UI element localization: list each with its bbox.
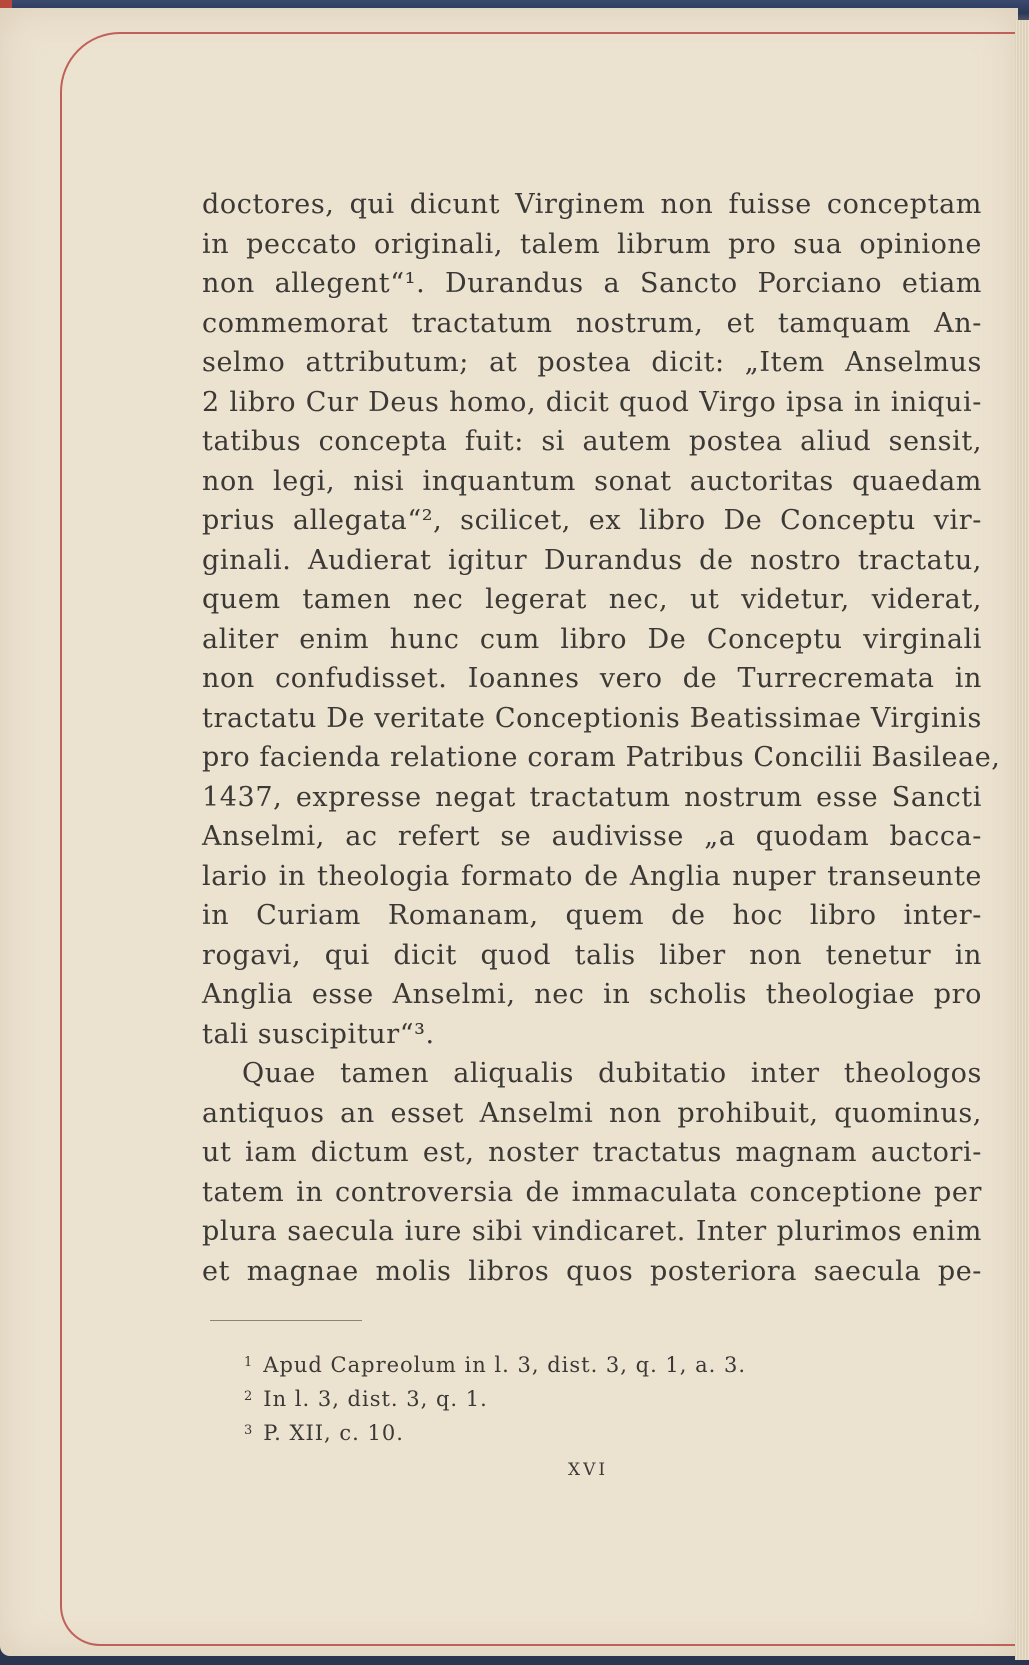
- text-line: ut iam dictum est, noster tractatus magnam auctori-: [202, 1137, 982, 1168]
- page-edges: [1015, 20, 1029, 1660]
- footnote-divider: [210, 1320, 362, 1321]
- footnote: [244, 1380, 746, 1414]
- footnote-mark: 1: [244, 1355, 254, 1370]
- text-line: pro facienda relatione coram Patribus Concilii Basileae,: [202, 742, 1001, 773]
- text-line: tatibus concepta fuit: si autem postea aliud sensit,: [202, 426, 982, 457]
- text-line: rogavi, qui dicit quod talis liber non tenetur in: [202, 939, 982, 971]
- paragraph-start-line: Quae tamen aliqualis dubitatio inter theologos: [242, 1058, 982, 1089]
- footnote: [244, 1346, 746, 1380]
- footnote-text: P. XII, c. 10.: [263, 1421, 404, 1445]
- text-line: prius allegata“², scilicet, ex libro De Conceptu vir-: [202, 505, 982, 536]
- text-line: Anglia esse Anselmi, nec in scholis theologiae pro: [202, 979, 982, 1010]
- footnote-mark: 2: [244, 1389, 254, 1404]
- text-line: in Curiam Romanam, quem de hoc libro inter-: [202, 900, 982, 931]
- text-line: commemorat tractatum nostrum, et tamquam An-: [202, 307, 982, 339]
- text-line: lario in theologia formato de Anglia nuper transeunte: [202, 860, 982, 892]
- footnote-text: In l. 3, dist. 3, q. 1.: [263, 1387, 488, 1411]
- page-number: XVI: [568, 1460, 609, 1480]
- text-line: antiquos an esset Anselmi non prohibuit, quominus,: [202, 1097, 982, 1129]
- body-text: [202, 185, 1001, 1291]
- text-line: doctores, qui dicunt Virginem non fuisse conceptam: [202, 189, 982, 220]
- text-line: Anselmi, ac refert se audivisse „a quodam bacca-: [202, 821, 982, 852]
- footnotes: [244, 1346, 746, 1448]
- text-line: non confudisset. Ioannes vero de Turrecremata in: [202, 663, 982, 694]
- text-line: non allegent“¹. Durandus a Sancto Porciano etiam: [202, 268, 982, 299]
- text-line: selmo attributum; at postea dicit: „Item Anselmus: [202, 347, 982, 378]
- text-line: tractatu De veritate Conceptionis Beatissimae Virginis: [202, 702, 982, 734]
- text-line: non legi, nisi inquantum sonat auctoritas quaedam: [202, 465, 982, 497]
- footnote-mark: 3: [244, 1423, 254, 1438]
- text-line: plura saecula iure sibi vindicaret. Inter plurimos enim: [202, 1216, 982, 1247]
- text-line: et magnae molis libros quos posteriora saecula pe-: [202, 1255, 982, 1287]
- text-line: quem tamen nec legerat nec, ut videtur, viderat,: [202, 584, 982, 615]
- text-line: tatem in controversia de immaculata conceptione per: [202, 1176, 982, 1208]
- text-line: ginali. Audierat igitur Durandus de nostro tractatu,: [202, 544, 982, 576]
- text-line: 2 libro Cur Deus homo, dicit quod Virgo ipsa in iniqui-: [202, 386, 982, 418]
- footnote: [244, 1414, 746, 1448]
- text-line: aliter enim hunc cum libro De Conceptu virginali: [202, 623, 982, 655]
- text-line: 1437, expresse negat tractatum nostrum esse Sancti: [202, 781, 982, 813]
- text-line: tali suscipitur“³.: [202, 1018, 435, 1050]
- text-line: in peccato originali, talem librum pro sua opinione: [202, 228, 982, 260]
- footnote-text: Apud Capreolum in l. 3, dist. 3, q. 1, a. 3.: [263, 1353, 747, 1377]
